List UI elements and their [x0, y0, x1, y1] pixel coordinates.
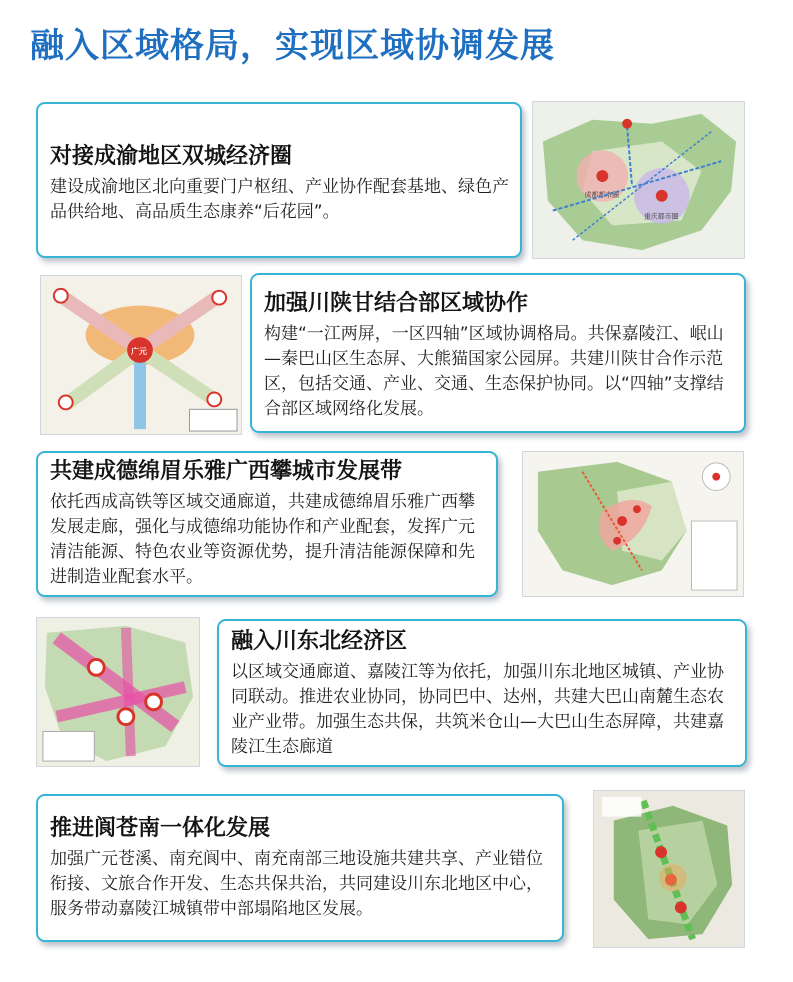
section-body: 以区域交通廊道、嘉陵江等为依托，加强川东北地区城镇、产业协同联动。推进农业协同，协同巴中、达州，共建大巴山南麓生态农业产业带。加强生态共保，共筑米仓山—大巴山生态屏障，共建嘉陵江生态廊道 [231, 662, 724, 757]
section-title: 共建成德绵眉乐雅广西攀城市发展带 [50, 459, 403, 484]
section-card-chuan-shaan-gan [250, 273, 746, 433]
section-body: 依托西成高铁等区域交通廊道，共建成德绵眉乐雅广西攀发展走廊，强化与成德绵功能协作和产业配套，发挥广元清洁能源、特色农业等资源优势，提升清洁能源保障和先进制造业配套水平。 [50, 492, 475, 587]
section-body: 建设成渝地区北向重要门户枢纽、产业协作配套基地、绿色产品供给地、高品质生态康养“后花园”。 [50, 177, 509, 222]
section-card-chengyu [36, 102, 522, 258]
chengyu-twin-city-map [532, 101, 745, 259]
sichuan-development-belt-map [522, 451, 744, 597]
section-title: 对接成渝地区双城经济圈 [50, 144, 293, 169]
northeast-sichuan-map [36, 617, 200, 767]
chuan-shaan-gan-axis-map [40, 275, 242, 435]
section-card-lang-cang-nan [36, 794, 564, 942]
section-title: 加强川陕甘结合部区域协作 [264, 291, 529, 316]
map-label-chongqing: 重庆都市圈 [643, 212, 679, 221]
lang-cang-nan-map [593, 790, 745, 948]
section-title: 推进阆苍南一体化发展 [50, 816, 271, 841]
map-label-chengdu: 成都都市圈 [584, 190, 620, 199]
section-card-development-belt [36, 451, 498, 597]
section-title: 融入川东北经济区 [231, 629, 408, 654]
section-card-northeast-sichuan [217, 619, 747, 767]
section-body: 构建“一江两屏，一区四轴”区域协调格局。共保嘉陵江、岷山—秦巴山区生态屏、大熊猫国家公园屏。共建川陕甘合作示范区，包括交通、产业、交通、生态保护协同。以“四轴”支撑结合部区域网络化发展。 [264, 324, 724, 419]
section-body: 加强广元苍溪、南充阆中、南充南部三地设施共建共享、产业错位衔接、文旅合作开发、生态共保共治，共同建设川东北地区中心，服务带动嘉陵江城镇带中部塌陷地区发展。 [50, 849, 543, 919]
map-label-guangyuan: 广元 [131, 347, 147, 357]
page-title: 融入区域格局，实现区域协调发展 [30, 26, 555, 66]
